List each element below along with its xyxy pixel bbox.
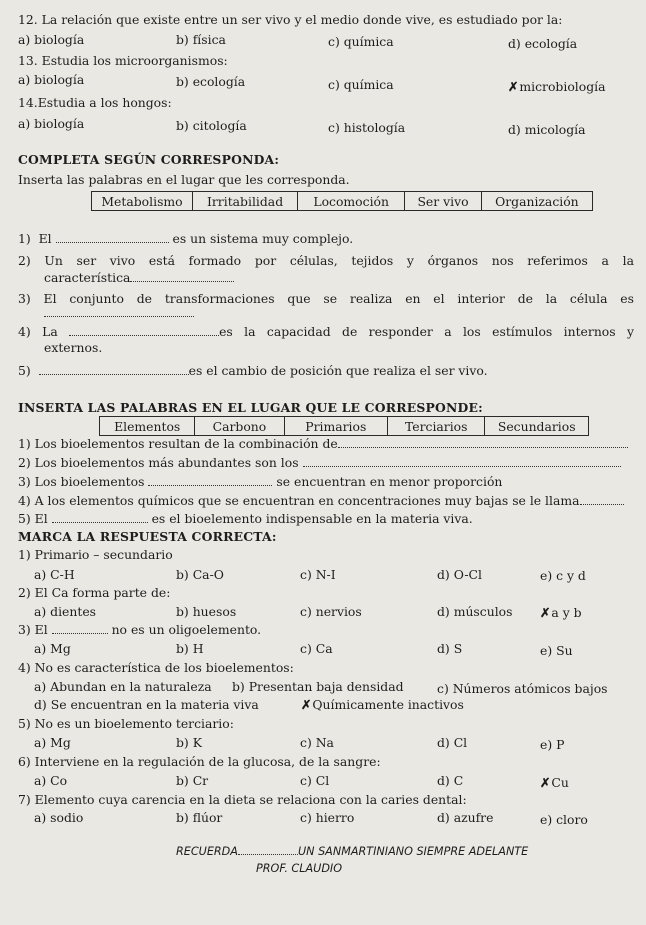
s3-q4-option-c: c) Números atómicos bajos	[437, 681, 608, 696]
s3-q4-option-e: ✗Químicamente inactivos	[301, 697, 464, 712]
s3-q5-option-d: d) Cl	[437, 735, 468, 750]
s3-q3-option-b: b) H	[176, 641, 204, 656]
word-bank-cell: Secundarios	[485, 417, 589, 436]
s3-q4-option-a: a) Abundan en la naturaleza	[34, 679, 212, 694]
s3-q7-stem: 7) Elemento cuya carencia en la dieta se relaciona con la caries dental:	[18, 792, 467, 807]
s3-q4-option-d: d) Se encuentran en la materia viva	[34, 697, 259, 712]
answer-blank[interactable]	[52, 511, 148, 523]
s3-q5-option-e: e) P	[540, 737, 565, 752]
s1-item1: 1) El es un sistema muy complejo.	[18, 231, 354, 246]
answer-mark-icon: ✗	[540, 775, 551, 790]
s1-item3-line1: 3) El conjunto de transformaciones que se realiza en el interior de la célula es	[18, 291, 634, 306]
q14-option-b: b) citología	[176, 118, 247, 133]
s3-q2-option-c: c) nervios	[300, 604, 362, 619]
s2-item4: 4) A los elementos químicos que se encuentran en concentraciones muy bajas se le llama	[18, 493, 624, 509]
q14-stem: 14.Estudia a los hongos:	[18, 95, 172, 110]
q14-option-d: d) micología	[508, 122, 586, 137]
footer-motto: RECUERDA UN SANMARTINIANO SIEMPRE ADELANTE	[176, 845, 529, 858]
s3-q7-option-e: e) cloro	[540, 812, 588, 827]
s3-q1-stem: 1) Primario – secundario	[18, 547, 173, 562]
s3-q1-option-b: b) Ca-O	[176, 567, 224, 582]
answer-blank[interactable]	[338, 436, 628, 448]
answer-blank[interactable]	[56, 231, 169, 243]
word-bank-cell: Primarios	[284, 417, 388, 436]
s3-q6-option-c: c) Cl	[300, 773, 330, 788]
section3-title: MARCA LA RESPUESTA CORRECTA:	[18, 529, 277, 544]
answer-blank[interactable]	[69, 324, 219, 336]
answer-blank[interactable]	[303, 455, 621, 467]
s3-q6-option-e: ✗Cu	[540, 775, 569, 790]
s3-q3-option-a: a) Mg	[34, 641, 71, 656]
word-bank-cell: Irritabilidad	[193, 192, 298, 211]
word-bank-cell: Ser vivo	[405, 192, 482, 211]
s3-q6-option-d: d) C	[437, 773, 464, 788]
q13-stem: 13. Estudia los microorganismos:	[18, 53, 228, 68]
answer-blank[interactable]	[130, 270, 234, 282]
s3-q2-option-a: a) dientes	[34, 604, 97, 619]
section1-instruction: Inserta las palabras en el lugar que les corresponda.	[18, 172, 350, 187]
word-bank-cell: Locomoción	[298, 192, 405, 211]
answer-mark-icon: ✗	[508, 79, 519, 94]
s1-item3-line2	[44, 305, 194, 321]
s3-q3-option-d: d) S	[437, 641, 463, 656]
q12-option-c: c) química	[328, 34, 394, 49]
s3-q5-option-b: b) K	[176, 735, 202, 750]
answer-mark-icon: ✗	[301, 697, 312, 712]
s3-q4-option-b: b) Presentan baja densidad	[232, 679, 404, 694]
s3-q7-option-a: a) sodio	[34, 810, 84, 825]
s3-q7-option-d: d) azufre	[437, 810, 494, 825]
answer-blank[interactable]	[44, 305, 194, 317]
q13-option-a: a) biología	[18, 72, 85, 87]
s3-q2-option-e: ✗a y b	[540, 605, 582, 620]
answer-mark-icon: ✗	[540, 605, 551, 620]
s2-item5: 5) El es el bioelemento indispensable en la materia viva.	[18, 511, 473, 526]
s3-q1-option-d: d) O-Cl	[437, 567, 482, 582]
answer-blank[interactable]	[52, 622, 108, 634]
q12-option-d: d) ecología	[508, 36, 578, 51]
q14-option-a: a) biología	[18, 116, 85, 131]
q13-option-d: ✗microbiología	[508, 79, 606, 94]
s3-q5-stem: 5) No es un bioelemento terciario:	[18, 716, 234, 731]
s3-q3-option-c: c) Ca	[300, 641, 333, 656]
q12-option-b: b) física	[176, 32, 226, 47]
s3-q3-option-e: e) Su	[540, 643, 573, 658]
s1-item5: 5) es el cambio de posición que realiza el ser vivo.	[18, 363, 488, 378]
q12-option-a: a) biología	[18, 32, 85, 47]
s3-q1-option-a: a) C-H	[34, 567, 75, 582]
s2-item1: 1) Los bioelementos resultan de la combinación de	[18, 436, 628, 452]
s1-item4-line1: 4) La es la capacidad de responder a los estímulos internos y	[18, 324, 634, 339]
answer-blank[interactable]	[580, 493, 624, 505]
s3-q7-option-c: c) hierro	[300, 810, 355, 825]
s2-item3: 3) Los bioelementos se encuentran en menor proporción	[18, 474, 503, 489]
answer-blank[interactable]	[39, 363, 189, 375]
s3-q2-stem: 2) El Ca forma parte de:	[18, 585, 171, 600]
s3-q1-option-c: c) N-I	[300, 567, 336, 582]
s3-q1-option-e: e) c y d	[540, 568, 586, 583]
footer-teacher: PROF. CLAUDIO	[256, 862, 343, 875]
q13-option-c: c) química	[328, 77, 394, 92]
q12-stem: 12. La relación que existe entre un ser vivo y el medio donde vive, es estudiado por la:	[18, 12, 563, 27]
s3-q6-option-b: b) Cr	[176, 773, 209, 788]
section1-word-bank	[91, 191, 593, 211]
answer-blank[interactable]	[238, 845, 298, 855]
s3-q7-option-b: b) flúor	[176, 810, 223, 825]
s1-item2-line1: 2) Un ser vivo está formado por células, tejidos y órganos nos referimos a la	[18, 253, 634, 268]
s3-q3-stem: 3) El no es un oligoelemento.	[18, 622, 262, 637]
word-bank-cell: Metabolismo	[92, 192, 193, 211]
s3-q6-option-a: a) Co	[34, 773, 68, 788]
s3-q5-option-a: a) Mg	[34, 735, 71, 750]
s3-q2-option-b: b) huesos	[176, 604, 237, 619]
s3-q2-option-d: d) músculos	[437, 604, 513, 619]
answer-blank[interactable]	[148, 474, 272, 486]
s3-q5-option-c: c) Na	[300, 735, 334, 750]
s1-item4-line2: externos.	[44, 340, 103, 355]
word-bank-cell: Elementos	[100, 417, 195, 436]
s1-item2-line2: característica	[44, 270, 234, 286]
s2-item2: 2) Los bioelementos más abundantes son los	[18, 455, 621, 471]
s3-q6-stem: 6) Interviene en la regulación de la glucosa, de la sangre:	[18, 754, 381, 769]
q14-option-c: c) histología	[328, 120, 406, 135]
section1-title: COMPLETA SEGÚN CORRESPONDA:	[18, 152, 280, 167]
section2-word-bank	[99, 416, 589, 436]
section2-title: INSERTA LAS PALABRAS EN EL LUGAR QUE LE CORRESPONDE:	[18, 400, 483, 415]
s3-q4-stem: 4) No es característica de los bioelementos:	[18, 660, 294, 675]
word-bank-cell: Organización	[481, 192, 592, 211]
word-bank-cell: Carbono	[195, 417, 284, 436]
q13-option-b: b) ecología	[176, 74, 246, 89]
word-bank-cell: Terciarios	[388, 417, 485, 436]
